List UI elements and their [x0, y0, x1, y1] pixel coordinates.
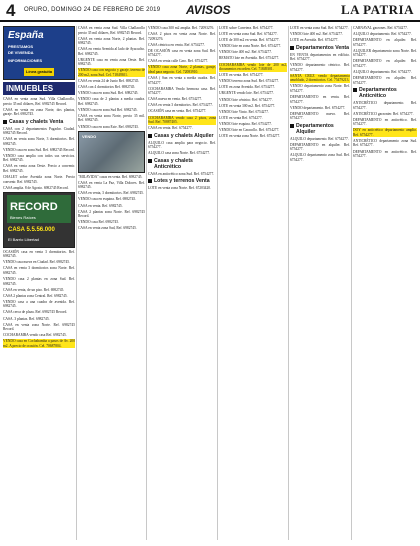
- category-heading: Lotes y terrenos Venta: [148, 178, 216, 184]
- espana-ad-line: INFORMACIONES: [8, 58, 42, 63]
- classified-ad: CASA en venta Avenida al lado de Ayacucho. Ref. 6982745.: [78, 47, 145, 56]
- classified-ad: CASA nueva en venta. Ref. 6754277.: [148, 97, 203, 102]
- classified-ad: CASA. 3 plantas. Ref. 6982745.: [3, 316, 50, 321]
- classified-ad: DEPARTAMENTO en alquiler. Ref. 6754277.: [290, 142, 350, 152]
- classified-column-2: [78, 26, 145, 540]
- classified-ad: VENDO casa 300 m2 amplia. Ref. 72093276.: [148, 26, 215, 30]
- issue-date: ORURO, DOMINGO 24 DE FEBRERO DE 2019: [24, 7, 161, 13]
- classified-ad: CASA amplia. 8 de Agosto. 6982745 Record.: [3, 185, 69, 190]
- espana-ad-badge: Línea gratuita: [25, 69, 53, 74]
- highlighted-classified-ad: VENDO casa zona Norte, 2 plantas, garaje, ideal para negocio. Cel. 72083910.: [148, 65, 216, 74]
- classified-ad: REMATO lote en Avenida. Ref. 6754277.: [219, 56, 280, 61]
- highlighted-classified-ad: VENDO casa con negocio y garaje, terreno de 200 m2, zona Sud. Cel. 71849301.: [78, 68, 145, 77]
- espana-ad-line: PRESTAMOS: [8, 44, 34, 49]
- classified-column-6: [353, 26, 417, 540]
- classified-ad: DEPARTAMENTO en anticrético. Ref. 6754277.: [353, 149, 417, 159]
- classified-ad: CASA en venta zona Sud. Villa Challacollo, precio 35 mil dólares, Ref. 6982745 Record.: [3, 97, 75, 106]
- classified-ad: VENDO departamento céntrico. Ref. 6754277.: [290, 63, 350, 72]
- espana-ad-title: España: [8, 30, 44, 41]
- classified-ad: ANTICRÉTICO departamento. Ref. 6754277.: [353, 101, 417, 110]
- classified-ad: EN VENTA departamentos en edificio. Ref. 6754277.: [290, 52, 350, 62]
- category-heading: Casas y chalets Anticrético: [148, 158, 216, 170]
- classified-ad: VENDO casa Ref. 6982745.: [78, 220, 120, 225]
- classified-ad: LOTE en venta Ref. 6754277.: [219, 115, 263, 120]
- classified-ad: CASA en venta zona Sud, Ref. 6982745.: [78, 226, 137, 231]
- record-ad-subtitle: Bienes Raíces: [10, 214, 36, 220]
- classified-ad: VENDO departamento. Ref. 6754277.: [290, 105, 346, 110]
- classified-ad: CASA en venta zona Oeste. Precio a convenir. Ref. 6982745.: [3, 164, 75, 173]
- highlighted-classified-ad: DOY en anticrético departamento amplio. Ref. 6754277.: [353, 128, 417, 137]
- classified-ad: DEPARTAMENTO en alquiler. Ref. 6754277.: [353, 38, 417, 47]
- classified-ad: ALQUILO departamento. Ref. 6754277.: [290, 136, 349, 141]
- espana-ad-line: DE VIVIENDA: [8, 50, 34, 55]
- inmuebles-banner: INMUEBLES: [3, 82, 75, 95]
- record-ad-title: RECORD: [10, 200, 58, 213]
- classified-ad: ALQUILO casa zona Norte. Ref. 6754277.: [148, 151, 211, 156]
- classified-ad: CASA con 4 dormitorios Ref. 6982745.: [78, 85, 136, 90]
- classified-ad: ALQUILO departamento zona Sud. Ref. 6754277.: [290, 153, 350, 162]
- page-number: 4: [6, 1, 16, 20]
- classified-column-1: [3, 26, 75, 540]
- classified-ad: CASA en venta. Ref. 6754277.: [148, 126, 193, 131]
- classified-column-3: [148, 26, 216, 540]
- classified-ad: LOTE en venta. Ref. 6754277.: [219, 73, 264, 78]
- classified-ad: VENDO casa en zona Este. Ref. 6982745.: [78, 124, 139, 129]
- classified-ad: CASA en venta zona Sud. Villa Challacollo precio 35 mil dólares, Ref. 6982745 Record.: [78, 26, 145, 35]
- classified-ad: ANTICRÉTICO garzonier. Ref. 6754277.: [353, 111, 414, 116]
- classified-ad: DEPARTAMENTO en alquiler. Ref. 6754277.: [353, 59, 417, 68]
- classified-ad: LOTE de 300 m2 en venta. Ref. 6754277.: [219, 38, 280, 43]
- classified-ad: VENDO terreno zona Sud. Ref. 6754277.: [219, 79, 280, 84]
- category-heading: Departamentos Anticrético: [353, 87, 417, 99]
- classified-ad: COCHABAMBA Vendo hermosa casa. Ref. 6754277.: [148, 86, 216, 96]
- classified-column-5: [290, 26, 350, 540]
- record-ad: [3, 192, 75, 248]
- classified-ad: CHALET sobre Avenida zona Norte. Precio convenir. Ref. 6982745.: [3, 175, 75, 184]
- classified-ad: CASA en venta, de un piso. Ref. 6982745.: [3, 287, 65, 292]
- section-title: AVISOS: [186, 3, 231, 17]
- classified-ad: VENDO lote 400 m2. Ref. 6754277.: [290, 32, 343, 37]
- classified-ad: LOTE en Avenida. Ref. 6754277.: [290, 38, 339, 43]
- classified-ad: DEPARTAMENTO en anticrético. Ref. 6754277.: [353, 117, 417, 127]
- classified-ad: CASA en venta zona Norte. Ref. 6982745 Record.: [3, 322, 75, 332]
- classified-ad: "MILAVIDA" casas en venta. Ref. 6982745.: [78, 174, 143, 179]
- classified-ad: CASA en venta. Ref. 6982745.: [78, 203, 123, 208]
- classified-ad: VENDO lote esquina. Ref. 6754277.: [219, 121, 272, 126]
- classified-ad: COCHABAMBA vendo casa Ref. 6982745.: [3, 333, 67, 338]
- newspaper-name: LA PATRIA: [341, 2, 414, 17]
- classified-ad: LOTE en venta zona Norte. Ref. 67203420.: [148, 186, 211, 191]
- classified-ad: LOTE sobre Carretera. Ref. 6754277.: [219, 26, 274, 30]
- classified-ad: DEPARTAMENTO nuevo. Ref. 6754277.: [290, 111, 350, 121]
- classified-ad: LOTE en venta zona Norte. Ref. 6754277.: [219, 134, 281, 139]
- highlighted-classified-ad: COCHABAMBA vendo lote de 200 m2, documentos en orden. Cel. 71849301.: [219, 62, 287, 72]
- category-heading: Casas y chalets Venta: [3, 119, 75, 125]
- photo-ad: [78, 131, 145, 173]
- column-divider: [288, 26, 289, 540]
- classified-ad: CASA en venta zona Norte, 3 dormitorios. Ref. 6982745.: [3, 137, 75, 146]
- classified-ad: CASA en venta en zona Norte, dos plantas, garaje. Ref. 6982745.: [3, 107, 75, 117]
- classified-ad: LOTE en zona Avenida. Ref. 6754277.: [219, 85, 276, 90]
- column-1-ads-top: [3, 97, 75, 190]
- classified-ad: LOTE en venta zona Sud. Ref. 6754277.: [219, 32, 278, 37]
- column-divider: [351, 26, 352, 540]
- classified-ad: CASA en venta La Paz, Villa Dolores. Ref. 6982745.: [78, 180, 145, 190]
- classified-ad: ALQUILO departamento. Ref. 6754277.: [353, 32, 412, 37]
- classified-ad: VENDO departamento zona Norte. Ref. 6754277.: [290, 84, 350, 93]
- classified-ad: CASA en venta zona Norte, precio 35 mil. Ref. 6982745.: [78, 113, 145, 123]
- classified-ad: CASA en venta 24 de Junio Ref. 6982745.: [78, 78, 140, 83]
- classified-ad: ALQUILER departamento zona Norte. Ref. 6754277.: [353, 48, 417, 58]
- classified-ad: ALQUILO casa amplia para negocio. Ref. 6754277.: [148, 140, 216, 150]
- classified-ad: CASA con 2 departamentos Pagador. Ciudad. 6982745 Record.: [3, 126, 75, 136]
- classified-ad: DEPARTAMENTO en venta. Ref. 6754277.: [290, 95, 350, 104]
- column-1-ads-bottom: [3, 250, 75, 349]
- classified-ad: VENDO casa en zona Sud. Ref. 6982745.: [78, 91, 139, 96]
- classified-ad: VENDO casa en zona Sud Ref. 6982745.: [78, 107, 138, 112]
- classified-ad: VENDO casa amplia con todos sus servicios. Ref. 6982745.: [3, 153, 75, 163]
- photo-ad-caption: VENDO: [82, 133, 97, 139]
- page-header: [0, 0, 420, 22]
- category-heading: Casas y chalets Alquiler: [148, 133, 216, 139]
- classified-ad: DEPARTAMENTO en alquiler. Ref. 6754277.: [353, 76, 417, 85]
- classified-ad: VENDO casa nueva en Ciudad. Ref. 6982745.: [3, 260, 70, 265]
- classified-ad: LOTE en venta zona Sud. Ref. 6754277.: [290, 26, 349, 30]
- classified-ad: CASA cerca de plaza. Ref. 6982745 Record.: [3, 310, 68, 315]
- classified-ad: VENDO lote en zona Norte. Ref. 6754277.: [219, 44, 282, 49]
- classified-column-4: [219, 26, 287, 540]
- classified-ad: CASA 2 pisos en venta zona Norte. Ref. 72093276.: [148, 32, 216, 41]
- classified-ad: VENDO lote Vinto. Ref. 6754277.: [219, 109, 269, 114]
- highlighted-classified-ad: SANTA CRUZ vendo departamento amoblado, 2 dormitorios. Cel. 75479213.: [290, 73, 350, 83]
- classified-ad: VENDO casa en esquina. Ref. 6982745.: [78, 197, 137, 202]
- classified-ad: URGENTE casa en venta zona Oeste. Ref. 6982745.: [78, 57, 145, 67]
- column-divider: [76, 26, 77, 540]
- classified-ad: VENDO casa en zona Sud. Ref. 6982745 Record.: [3, 147, 75, 152]
- classified-ad: ANTICRÉTICO departamento zona Sud. Ref. 6754277.: [353, 138, 417, 148]
- classified-ad: CASA céntrica en venta. Ref. 6754277.: [148, 42, 205, 47]
- classified-ad: CASA en venta, 3 dormitorios. Ref. 6982745.: [78, 191, 144, 196]
- classified-ad: ALQUILO departamento. Ref. 6754277.: [353, 69, 412, 74]
- classified-ad: VENDO lote 400 m2. Ref. 6754277.: [219, 50, 272, 55]
- classified-ad: DE OCASIÓN casa en venta zona Sud. Ref. 6754277.: [148, 48, 216, 58]
- classified-ad: OCASIÓN casa en venta 3 dormitorios. Ref. 6982745.: [3, 249, 75, 259]
- column-divider: [217, 26, 218, 540]
- category-heading: Departamentos Venta: [290, 45, 350, 51]
- classified-ad: CASA 2 plantas zona Central. Ref. 6982745.: [3, 293, 68, 298]
- classified-ad: VENDO lote céntrico. Ref. 6754277.: [219, 97, 273, 102]
- highlighted-classified-ad: COCHABAMBA vendo casa 2 pisos, zona Sud. Ref. 70887405.: [148, 115, 216, 125]
- classified-ad: CASA 2 plantas zona Norte. Ref. 6982745 Record.: [78, 209, 145, 219]
- category-heading: Departamentos Alquiler: [290, 123, 350, 135]
- classified-ad: CASA en anticrético zona Sud. Ref. 6754277.: [148, 171, 215, 176]
- classified-ad: CASA en venta 3 dormitorios. Ref. 6754277.: [148, 103, 213, 108]
- record-ad-price: CASA 5.5.56.000: [8, 226, 55, 233]
- classified-ad: CASA en venta 3 dormitorios zona Norte. Ref. 6982745.: [3, 266, 75, 275]
- highlighted-classified-ad: VENDO casa en Cochabamba a pasos de Av. 200 m2. A precio de ocasión. Cel. 70687804.: [3, 339, 75, 348]
- classified-ad: VENDO casa de 2 plantas a media cuadra. Ref. 6982745.: [78, 97, 145, 106]
- classified-ad: OCASIÓN casa en venta. Ref. 6754277.: [148, 109, 207, 114]
- classified-ad: CASA en venta calle Caro. Ref. 6754277.: [148, 59, 209, 64]
- record-ad-phone: El Barrio Libertad: [8, 236, 39, 242]
- classified-ad: CASA en venta zona Norte, 2 plantas. Ref. 6982745.: [78, 36, 145, 46]
- classified-ad: VENDO lote en Caracollo. Ref. 6754277.: [219, 128, 280, 132]
- espana-ad: [3, 26, 75, 80]
- classified-ad: URGENTE vendo lote. Ref. 6754277.: [219, 91, 274, 96]
- classified-ad: VENDO casa 2 plantas en zona Sud. Ref. 6982745.: [3, 277, 75, 286]
- column-divider: [146, 26, 147, 540]
- classified-ad: LOTE en venta 300 m2. Ref. 6754277.: [219, 103, 276, 108]
- classified-ad: CARNAVAL garzones. Ref. 6754277.: [353, 26, 408, 30]
- classified-ad: VENDO casa a una cuadra de avenida. Ref. 6982745.: [3, 299, 75, 309]
- classified-ad: CASA ( San en venta a media cuadra. Ref. 6754277.: [148, 76, 216, 85]
